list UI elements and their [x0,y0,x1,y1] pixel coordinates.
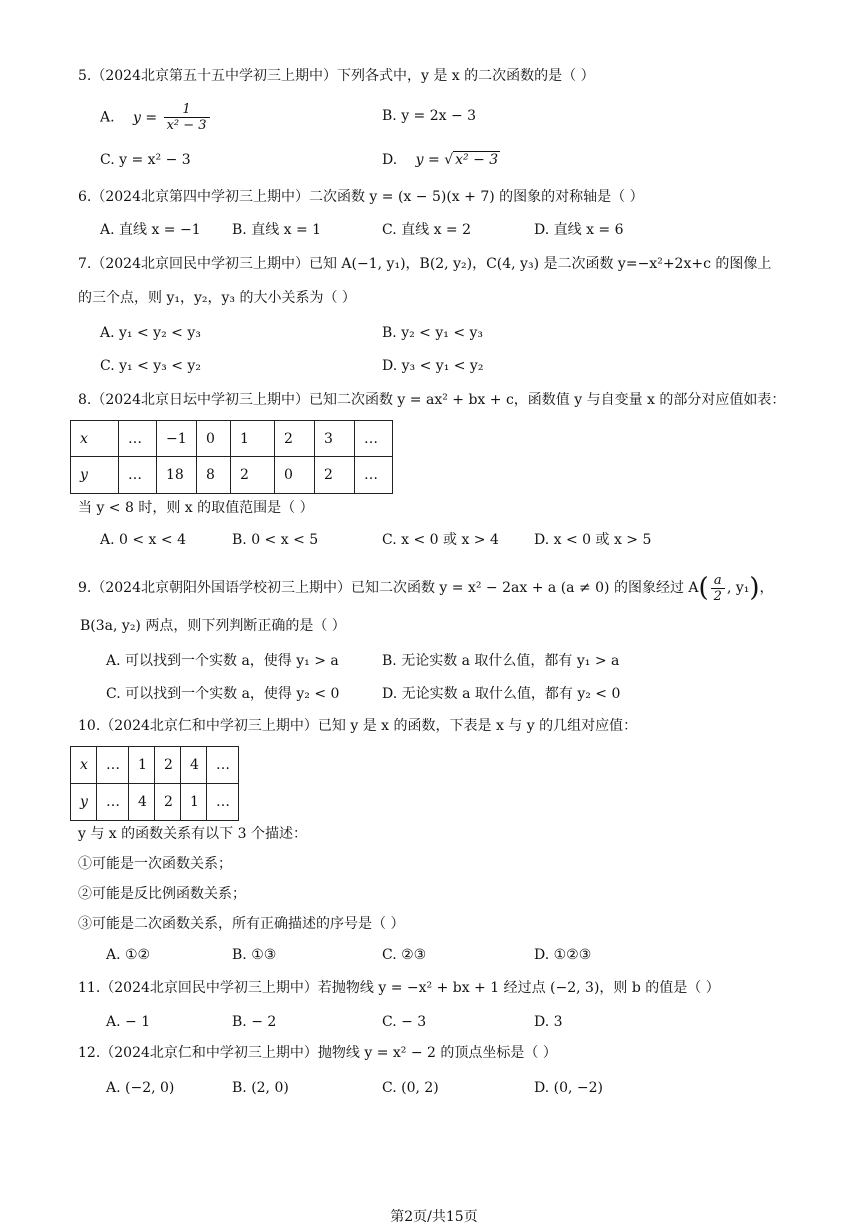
q9-option-d: D. 无论实数 a 取什么值，都有 y₂ < 0 [382,686,621,702]
q9-fraction-numerator: a [711,573,725,589]
q12-option-c: C. (0, 2) [382,1080,439,1096]
q10-item-3: ③可能是二次函数关系，所有正确描述的序号是（ ） [78,916,405,932]
right-paren-icon: ) [749,573,760,603]
table-row [71,784,239,821]
q5-option-a-fraction [164,102,210,133]
q8-option-d: D. x < 0 或 x > 5 [534,532,652,548]
q5-option-a [100,102,212,133]
q12-option-d: D. (0, −2) [534,1080,603,1096]
q9-option-a: A. 可以找到一个实数 a，使得 y₁ > a [106,653,339,669]
q10-desc: y 与 x 的函数关系有以下 3 个描述： [78,826,307,842]
q9-option-c: C. 可以找到一个实数 a，使得 y₂ < 0 [106,686,340,702]
q11-option-b: B. − 2 [232,1014,277,1030]
q11-stem: 11.（2024北京回民中学初三上期中）若抛物线 y = −x² + bx + 1 经过点 (−2, 3)，则 b 的值是（ ） [78,980,720,996]
table-cell: 1 [231,421,275,457]
q8-question: 当 y < 8 时，则 x 的取值范围是（ ） [78,500,314,516]
q5-option-d-radicand: x² − 3 [455,152,499,168]
q10-option-a: A. ①② [106,947,151,963]
table-cell: 2 [155,784,181,821]
table-cell: … [207,784,239,821]
table-cell: x [71,421,119,457]
q12-option-a: A. (−2, 0) [106,1080,175,1096]
table-row [71,421,393,457]
table-cell: 8 [197,457,231,494]
page-number-footer: 第2页/共15页 [390,1209,478,1225]
table-cell: … [355,457,393,494]
q6-stem: 6.（2024北京第四中学初三上期中）二次函数 y = (x − 5)(x + 7) 的图象的对称轴是（ ） [78,189,644,205]
table-cell: 4 [181,747,207,784]
q8-value-table [70,420,393,494]
table-cell: 1 [129,747,155,784]
q9-stem-text: 9.（2024北京朝阳外国语学校初三上期中）已知二次函数 y = x² − 2ax + a (a ≠ 0) 的图象经过 A [78,580,699,596]
q10-option-d: D. ①②③ [534,947,592,963]
q10-item-2: ②可能是反比例函数关系； [78,886,246,902]
q7-option-c: C. y₁ < y₃ < y₂ [100,358,201,374]
table-cell: … [355,421,393,457]
q12-option-b: B. (2, 0) [232,1080,289,1096]
q6-option-a: A. 直线 x = −1 [100,222,201,238]
q8-stem: 8.（2024北京日坛中学初三上期中）已知二次函数 y = ax² + bx + c，函数值 y 与自变量 x 的部分对应值如表： [78,392,786,408]
table-cell: 1 [181,784,207,821]
left-paren-icon: ( [698,573,709,603]
q5-option-d-lhs: y = [415,152,440,168]
table-cell: x [71,747,97,784]
q11-option-d: D. 3 [534,1014,563,1030]
table-cell: … [119,457,157,494]
q8-option-b: B. 0 < x < 5 [232,532,319,548]
table-cell: 18 [157,457,197,494]
q12-stem: 12.（2024北京仁和中学初三上期中）抛物线 y = x² − 2 的顶点坐标是（ ） [78,1045,557,1061]
table-cell: 2 [155,747,181,784]
q9-stem-tail: , y₁ [726,580,750,596]
table-cell: 2 [275,421,315,457]
table-cell: y [71,457,119,494]
table-cell: y [71,784,97,821]
table-row [71,747,239,784]
q9-fraction-denominator: 2 [713,588,722,604]
table-cell: … [119,421,157,457]
table-cell: −1 [157,421,197,457]
q10-item-1: ①可能是一次函数关系； [78,856,232,872]
q9-stem-line1 [78,570,774,606]
q5-option-a-lhs: y = [133,109,158,126]
q7-stem-line2: 的三个点，则 y₁，y₂，y₃ 的大小关系为（ ） [78,290,356,306]
table-cell: 4 [129,784,155,821]
q10-stem: 10.（2024北京仁和中学初三上期中）已知 y 是 x 的函数，下表是 x 与 y 的几组对应值： [78,718,638,734]
q11-option-c: C. − 3 [382,1014,427,1030]
table-cell: … [97,784,129,821]
q5-option-a-denominator: x² − 3 [166,118,207,133]
q8-option-c: C. x < 0 或 x > 4 [382,532,499,548]
table-cell: 0 [197,421,231,457]
q5-option-a-label: A. [100,109,115,126]
table-cell: … [207,747,239,784]
q9-fraction [711,573,725,604]
table-cell: 0 [275,457,315,494]
q5-option-d-label: D. [382,152,398,168]
q10-value-table [70,746,239,821]
q6-option-c: C. 直线 x = 2 [382,222,471,238]
q10-option-c: C. ②③ [382,947,427,963]
radical-sign-icon: √ [444,152,454,168]
q7-option-a: A. y₁ < y₂ < y₃ [100,325,201,341]
q5-option-d [382,150,500,170]
table-cell: 2 [315,457,355,494]
q6-option-b: B. 直线 x = 1 [232,222,322,238]
table-cell: 3 [315,421,355,457]
q11-option-a: A. − 1 [106,1014,151,1030]
q7-option-d: D. y₃ < y₁ < y₂ [382,358,484,374]
q8-option-a: A. 0 < x < 4 [100,532,186,548]
q5-option-a-numerator: 1 [164,102,210,118]
q9-option-b: B. 无论实数 a 取什么值，都有 y₁ > a [382,653,620,669]
table-cell: 2 [231,457,275,494]
q5-option-b: B. y = 2x − 3 [382,108,477,124]
table-row [71,457,393,494]
q10-option-b: B. ①③ [232,947,277,963]
q9-stem-line2: B(3a, y₂) 两点，则下列判断正确的是（ ） [80,618,346,634]
q6-option-d: D. 直线 x = 6 [534,222,624,238]
q7-stem-line1: 7.（2024北京回民中学初三上期中）已知 A(−1, y₁)，B(2, y₂)，C(4, y₃) 是二次函数 y=−x²+2x+c 的图像上 [78,256,772,272]
table-cell: … [97,747,129,784]
q5-option-c: C. y = x² − 3 [100,152,191,168]
q5-stem: 5.（2024北京第五十五中学初三上期中）下列各式中，y 是 x 的二次函数的是（ ） [78,68,595,84]
comma-icon: ， [759,580,774,596]
q7-option-b: B. y₂ < y₁ < y₃ [382,325,484,341]
